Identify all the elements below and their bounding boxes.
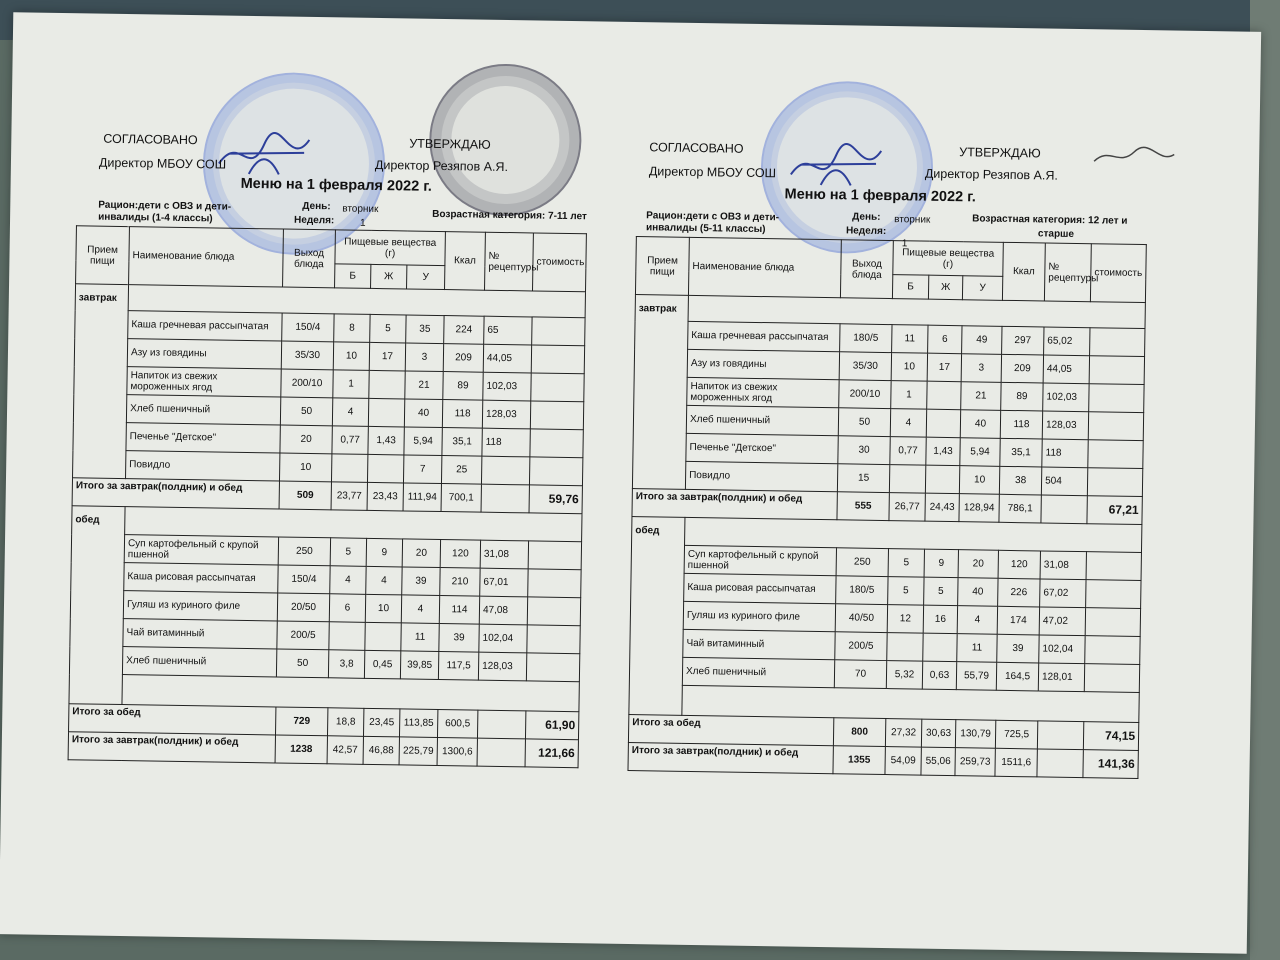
header-u: У <box>962 276 1002 301</box>
dish-name: Каша гречневая рассыпчатая <box>128 311 282 341</box>
dish-carbs: 40 <box>404 399 442 428</box>
dish-recipe: 102,04 <box>479 624 527 653</box>
dish-cost <box>530 401 583 430</box>
dish-protein: 5,32 <box>886 661 922 690</box>
header-cost: стоимость <box>1090 244 1146 303</box>
dish-kcal: 120 <box>440 540 480 569</box>
dish-recipe: 44,05 <box>483 344 531 373</box>
age-category-2: старше <box>1037 228 1075 240</box>
director-school: Директор МБОУ СОШ <box>98 155 227 172</box>
dish-protein: 10 <box>891 353 927 382</box>
week-label: Неделя: <box>845 225 887 237</box>
dish-kcal: 174 <box>997 606 1039 635</box>
approve-label: УТВЕРЖДАЮ <box>959 145 1041 161</box>
age-category: Возрастная категория: 7-11 лет <box>432 208 587 223</box>
section-label: обед <box>69 506 125 705</box>
dish-carbs: 20 <box>958 550 998 579</box>
agreed-label: СОГЛАСОВАНО <box>649 140 744 156</box>
dish-fat: 16 <box>923 605 957 634</box>
total-label: Итого за завтрак(полдник) и обед <box>72 478 279 509</box>
dish-yield: 200/10 <box>281 369 333 398</box>
dish-yield: 200/10 <box>839 380 891 409</box>
dish-protein: 4 <box>332 398 368 427</box>
signature-right-2 <box>1089 141 1179 172</box>
dish-fat: 1,43 <box>368 426 404 455</box>
breakfast-rows-right <box>632 295 1145 497</box>
dish-kcal: 164,5 <box>996 662 1038 691</box>
dish-carbs: 4 <box>957 606 997 635</box>
dish-fat <box>369 370 405 399</box>
dish-fat: 10 <box>365 594 401 623</box>
dish-kcal: 89 <box>443 372 483 401</box>
section-label: обед <box>629 517 685 716</box>
week-label: Неделя: <box>294 214 335 227</box>
dish-cost <box>1086 580 1141 609</box>
dish-recipe: 102,03 <box>483 372 531 401</box>
total-kcal: 786,1 <box>999 494 1041 523</box>
header-b: Б <box>892 275 928 300</box>
dish-cost <box>526 653 579 682</box>
total-protein: 27,32 <box>885 719 921 748</box>
dish-kcal: 35,1 <box>442 428 482 457</box>
total-recipe <box>1037 749 1083 778</box>
total-carbs: 113,85 <box>399 709 437 738</box>
header-dish: Наименование блюда <box>688 237 841 297</box>
total-fat: 30,63 <box>921 719 955 748</box>
dish-yield: 180/5 <box>840 324 892 353</box>
dish-cost <box>531 345 584 374</box>
dish-carbs: 21 <box>961 382 1001 411</box>
total-protein: 26,77 <box>889 493 925 522</box>
total-carbs: 111,94 <box>403 483 441 512</box>
dish-protein: 1 <box>333 370 369 399</box>
header-yield: Выход блюда <box>840 240 893 299</box>
total-label: Итого за завтрак(полдник) и обед <box>68 732 275 763</box>
breakfast-rows-left <box>73 284 586 486</box>
dish-kcal: 118 <box>442 400 482 429</box>
director-name: Директор Резяпов А.Я. <box>374 157 509 175</box>
dish-fat <box>367 454 403 483</box>
menu-page-right <box>629 22 1253 931</box>
age-category-1: Возрастная категория: 12 лет и <box>972 213 1128 227</box>
dish-recipe: 47,08 <box>479 596 527 625</box>
total-cost: 67,21 <box>1087 496 1142 525</box>
dish-protein <box>331 454 367 483</box>
dish-cost <box>1086 552 1141 581</box>
dish-name: Хлеб пшеничный <box>682 657 834 687</box>
dish-protein: 4 <box>890 409 926 438</box>
day-value: вторник <box>342 203 379 216</box>
header-meal: Прием пищи <box>76 226 130 285</box>
total-cost: 121,66 <box>525 739 578 768</box>
dish-cost <box>1087 468 1142 497</box>
header-recipe: № рецептуры <box>485 232 534 291</box>
dish-recipe: 31,08 <box>480 540 528 569</box>
director-name: Директор Резяпов А.Я. <box>924 166 1059 183</box>
dish-protein: 8 <box>334 314 370 343</box>
dish-name: Хлеб пшеничный <box>686 405 838 435</box>
header-b: Б <box>335 264 371 289</box>
dish-cost <box>529 457 582 486</box>
director-school: Директор МБОУ СОШ <box>648 164 777 181</box>
dish-kcal: 114 <box>439 596 479 625</box>
dish-name: Чай витаминный <box>123 619 277 649</box>
dish-fat: 9 <box>366 538 402 567</box>
total-carbs: 225,79 <box>399 737 437 766</box>
dish-name: Каша рисовая рассыпчатая <box>124 563 278 593</box>
dish-recipe: 31,08 <box>1040 551 1086 580</box>
dish-yield: 10 <box>279 453 331 482</box>
dish-recipe: 504 <box>1041 467 1087 496</box>
dish-name: Напиток из свежих мороженных ягод <box>687 377 839 407</box>
header-nutrients: Пищевые вещества (г) <box>893 241 1004 277</box>
dish-carbs: 11 <box>957 634 997 663</box>
dish-fat <box>927 381 961 410</box>
dish-kcal: 38 <box>999 466 1041 495</box>
total-yield: 1238 <box>275 735 327 764</box>
dish-yield: 150/4 <box>282 313 334 342</box>
total-fat: 24,43 <box>925 493 959 522</box>
dish-carbs: 5,94 <box>404 427 442 456</box>
total-recipe <box>477 738 525 767</box>
total-recipe <box>1041 495 1087 524</box>
dish-kcal: 25 <box>441 456 481 485</box>
dish-kcal: 89 <box>1001 382 1043 411</box>
dish-carbs: 7 <box>403 455 441 484</box>
dish-yield: 200/5 <box>277 621 329 650</box>
dish-fat: 1,43 <box>926 437 960 466</box>
total-yield: 1355 <box>833 746 885 775</box>
dish-fat: 0,63 <box>922 661 956 690</box>
dish-protein: 5 <box>330 538 366 567</box>
dish-recipe: 102,04 <box>1039 635 1085 664</box>
total-cost: 74,15 <box>1083 722 1138 751</box>
approve-label: УТВЕРЖДАЮ <box>409 136 491 152</box>
header-dish: Наименование блюда <box>129 227 284 287</box>
dish-protein: 0,77 <box>890 437 926 466</box>
dish-cost <box>1085 608 1140 637</box>
menu-page-left <box>19 13 643 922</box>
dish-protein <box>887 633 923 662</box>
dish-cost <box>1089 384 1144 413</box>
header-meal: Прием пищи <box>635 237 689 296</box>
dish-fat: 6 <box>928 325 962 354</box>
menu-title: Меню на 1 февраля 2022 г. <box>784 186 976 206</box>
dish-kcal: 35,1 <box>1000 438 1042 467</box>
dish-yield: 20/50 <box>277 593 329 622</box>
dish-yield: 70 <box>834 660 886 689</box>
dish-cost <box>1084 664 1139 693</box>
dish-cost <box>1088 440 1143 469</box>
dish-recipe: 128,03 <box>482 400 530 429</box>
dish-yield: 50 <box>280 397 332 426</box>
total-fat: 55,06 <box>921 747 955 776</box>
dish-yield: 40/50 <box>835 604 887 633</box>
dish-recipe: 47,02 <box>1039 607 1085 636</box>
dish-protein: 1 <box>891 381 927 410</box>
dish-yield: 35/30 <box>839 352 891 381</box>
dish-carbs: 40 <box>960 410 1000 439</box>
dish-recipe: 118 <box>1042 439 1088 468</box>
dish-protein: 10 <box>333 342 369 371</box>
lunch-rows-right <box>629 517 1142 723</box>
dish-fat <box>926 409 960 438</box>
dish-kcal: 117,5 <box>438 652 478 681</box>
header-kcal: Ккал <box>1002 242 1045 301</box>
dish-cost <box>531 373 584 402</box>
dish-carbs: 3 <box>405 343 443 372</box>
total-kcal: 725,5 <box>995 720 1037 749</box>
dish-cost <box>528 541 581 570</box>
total-recipe <box>478 710 526 739</box>
section-label: завтрак <box>632 295 688 490</box>
dish-name: Каша гречневая рассыпчатая <box>688 321 840 351</box>
dish-kcal: 297 <box>1002 326 1044 355</box>
dish-carbs: 39,85 <box>400 651 438 680</box>
dish-carbs: 49 <box>962 326 1002 355</box>
total-label: Итого за обед <box>628 715 833 746</box>
dish-name: Азу из говядины <box>127 339 281 369</box>
dish-name: Гуляш из куриного филе <box>123 591 277 621</box>
total-protein: 54,09 <box>885 747 921 776</box>
total-label: Итого за обед <box>69 704 276 735</box>
dish-cost <box>1085 636 1140 665</box>
dish-name: Хлеб пшеничный <box>122 647 276 677</box>
header-nutrients: Пищевые вещества (г) <box>335 230 446 266</box>
dish-yield: 180/5 <box>836 576 888 605</box>
dish-kcal: 209 <box>1001 354 1043 383</box>
menu-table-left <box>68 225 587 768</box>
dish-name: Напиток из свежих мороженных ягод <box>127 367 281 397</box>
dish-kcal: 209 <box>443 344 483 373</box>
week-value: 1 <box>359 217 366 229</box>
dish-name: Печенье "Детское" <box>686 433 838 463</box>
dish-recipe <box>481 456 529 485</box>
dish-recipe: 128,01 <box>1038 663 1084 692</box>
dish-cost <box>527 597 580 626</box>
dish-kcal: 226 <box>998 578 1040 607</box>
dish-name: Хлеб пшеничный <box>126 395 280 425</box>
dish-yield: 50 <box>838 408 890 437</box>
dish-fat <box>923 633 957 662</box>
dish-yield: 200/5 <box>835 632 887 661</box>
day-label: День: <box>302 200 331 213</box>
ration-line-1: Рацион:дети с ОВЗ и дети- <box>646 210 780 224</box>
ration-line-1: Рацион:дети с ОВЗ и дети- <box>98 199 232 213</box>
dish-yield: 20 <box>280 425 332 454</box>
dish-yield: 15 <box>837 464 889 493</box>
dish-yield: 50 <box>276 649 328 678</box>
dish-name: Чай витаминный <box>683 629 835 659</box>
total-fat: 46,88 <box>363 736 399 765</box>
total-carbs: 259,73 <box>955 748 995 777</box>
dish-fat: 9 <box>924 549 958 578</box>
dish-recipe: 67,02 <box>1040 579 1086 608</box>
dish-cost <box>1089 356 1144 385</box>
dish-protein <box>889 465 925 494</box>
dish-kcal: 210 <box>440 568 480 597</box>
dish-carbs: 20 <box>402 539 440 568</box>
dish-kcal: 224 <box>444 316 484 345</box>
dish-name: Печенье "Детское" <box>126 423 280 453</box>
header-zh: Ж <box>928 275 962 300</box>
header-zh: Ж <box>371 264 407 289</box>
menu-table-right <box>627 236 1146 779</box>
dish-recipe: 102,03 <box>1043 383 1089 412</box>
total-label: Итого за завтрак(полдник) и обед <box>632 489 837 520</box>
total-cost: 61,90 <box>525 711 578 740</box>
dish-carbs: 10 <box>959 466 999 495</box>
dish-protein: 3,8 <box>328 650 364 679</box>
total-kcal: 700,1 <box>441 484 481 513</box>
dish-recipe: 65,02 <box>1044 327 1090 356</box>
dish-cost <box>1090 328 1145 357</box>
dish-name: Азу из говядины <box>687 349 839 379</box>
dish-yield: 30 <box>838 436 890 465</box>
header-recipe: № рецептуры <box>1044 243 1091 302</box>
dish-protein: 11 <box>892 325 928 354</box>
dish-fat <box>368 398 404 427</box>
dish-carbs: 39 <box>402 567 440 596</box>
total-carbs: 128,94 <box>959 494 999 523</box>
dish-recipe: 128,03 <box>1042 411 1088 440</box>
total-protein: 42,57 <box>327 736 363 765</box>
dish-fat <box>365 622 401 651</box>
total-protein: 18,8 <box>327 708 363 737</box>
total-label: Итого за завтрак(полдник) и обед <box>628 743 833 774</box>
dish-kcal: 39 <box>997 634 1039 663</box>
dish-carbs: 3 <box>961 354 1001 383</box>
dish-yield: 250 <box>836 548 888 577</box>
dish-fat <box>925 465 959 494</box>
total-yield: 729 <box>275 707 327 736</box>
dish-name: Повидло <box>126 451 280 481</box>
dish-fat: 17 <box>369 342 405 371</box>
dish-cost <box>532 317 585 346</box>
total-fat: 23,43 <box>367 482 403 511</box>
dish-protein: 4 <box>330 566 366 595</box>
total-cost: 59,76 <box>529 485 582 514</box>
dish-recipe: 128,03 <box>478 652 526 681</box>
total-carbs: 130,79 <box>955 720 995 749</box>
dish-protein: 5 <box>888 577 924 606</box>
dish-cost <box>1088 412 1143 441</box>
header-u: У <box>407 265 445 290</box>
section-label: завтрак <box>73 284 129 479</box>
dish-recipe: 44,05 <box>1043 355 1089 384</box>
dish-fat: 5 <box>924 577 958 606</box>
agreed-label: СОГЛАСОВАНО <box>103 131 198 148</box>
dish-yield: 250 <box>278 537 330 566</box>
total-kcal: 1511,6 <box>995 748 1037 777</box>
dish-yield: 35/30 <box>281 341 333 370</box>
dish-cost <box>528 569 581 598</box>
total-protein: 23,77 <box>331 482 367 511</box>
ration-line-2: инвалиды (1-4 классы) <box>98 211 213 225</box>
dish-kcal: 118 <box>1000 410 1042 439</box>
total-kcal: 1300,6 <box>437 738 477 767</box>
header-cost: стоимость <box>533 233 587 292</box>
ration-line-2: инвалиды (5-11 классы) <box>645 222 766 236</box>
dish-name: Суп картофельный с крупой пшенной <box>124 535 278 565</box>
total-yield: 509 <box>279 481 331 510</box>
header-kcal: Ккал <box>445 232 486 291</box>
menu-title: Меню на 1 февраля 2022 г. <box>240 175 433 195</box>
dish-fat: 5 <box>370 314 406 343</box>
dish-fat: 0,45 <box>364 650 400 679</box>
week-value: 1 <box>901 238 908 250</box>
day-value: вторник <box>894 214 931 226</box>
dish-carbs: 55,79 <box>956 662 996 691</box>
dish-recipe: 67,01 <box>480 568 528 597</box>
dish-name: Гуляш из куриного филе <box>683 601 835 631</box>
dish-protein <box>329 622 365 651</box>
dish-cost <box>527 625 580 654</box>
dish-protein: 0,77 <box>332 426 368 455</box>
dish-carbs: 40 <box>958 578 998 607</box>
dish-carbs: 4 <box>401 595 439 624</box>
dish-kcal: 39 <box>439 624 479 653</box>
dish-name: Каша рисовая рассыпчатая <box>684 573 836 603</box>
dish-name: Суп картофельный с крупой пшенной <box>684 545 836 575</box>
dish-carbs: 11 <box>401 623 439 652</box>
dish-name: Повидло <box>685 461 837 491</box>
dish-fat: 17 <box>927 353 961 382</box>
dish-recipe: 65 <box>484 316 532 345</box>
day-label: День: <box>852 211 881 223</box>
total-recipe <box>1037 721 1083 750</box>
dish-yield: 150/4 <box>278 565 330 594</box>
total-yield: 555 <box>837 492 889 521</box>
dish-carbs: 35 <box>406 315 444 344</box>
total-fat: 23,45 <box>363 708 399 737</box>
dish-protein: 6 <box>329 594 365 623</box>
dish-fat: 4 <box>366 566 402 595</box>
total-yield: 800 <box>833 718 885 747</box>
total-recipe <box>481 484 529 513</box>
dish-protein: 5 <box>888 549 924 578</box>
lunch-rows-left <box>69 506 582 712</box>
dish-carbs: 5,94 <box>960 438 1000 467</box>
dish-cost <box>530 429 583 458</box>
dish-protein: 12 <box>887 605 923 634</box>
total-cost: 141,36 <box>1083 750 1138 779</box>
dish-kcal: 120 <box>998 550 1040 579</box>
header-yield: Выход блюда <box>283 229 336 288</box>
paper-sheet <box>0 12 1261 953</box>
total-kcal: 600,5 <box>438 710 478 739</box>
dish-recipe: 118 <box>482 428 530 457</box>
dish-carbs: 21 <box>405 371 443 400</box>
